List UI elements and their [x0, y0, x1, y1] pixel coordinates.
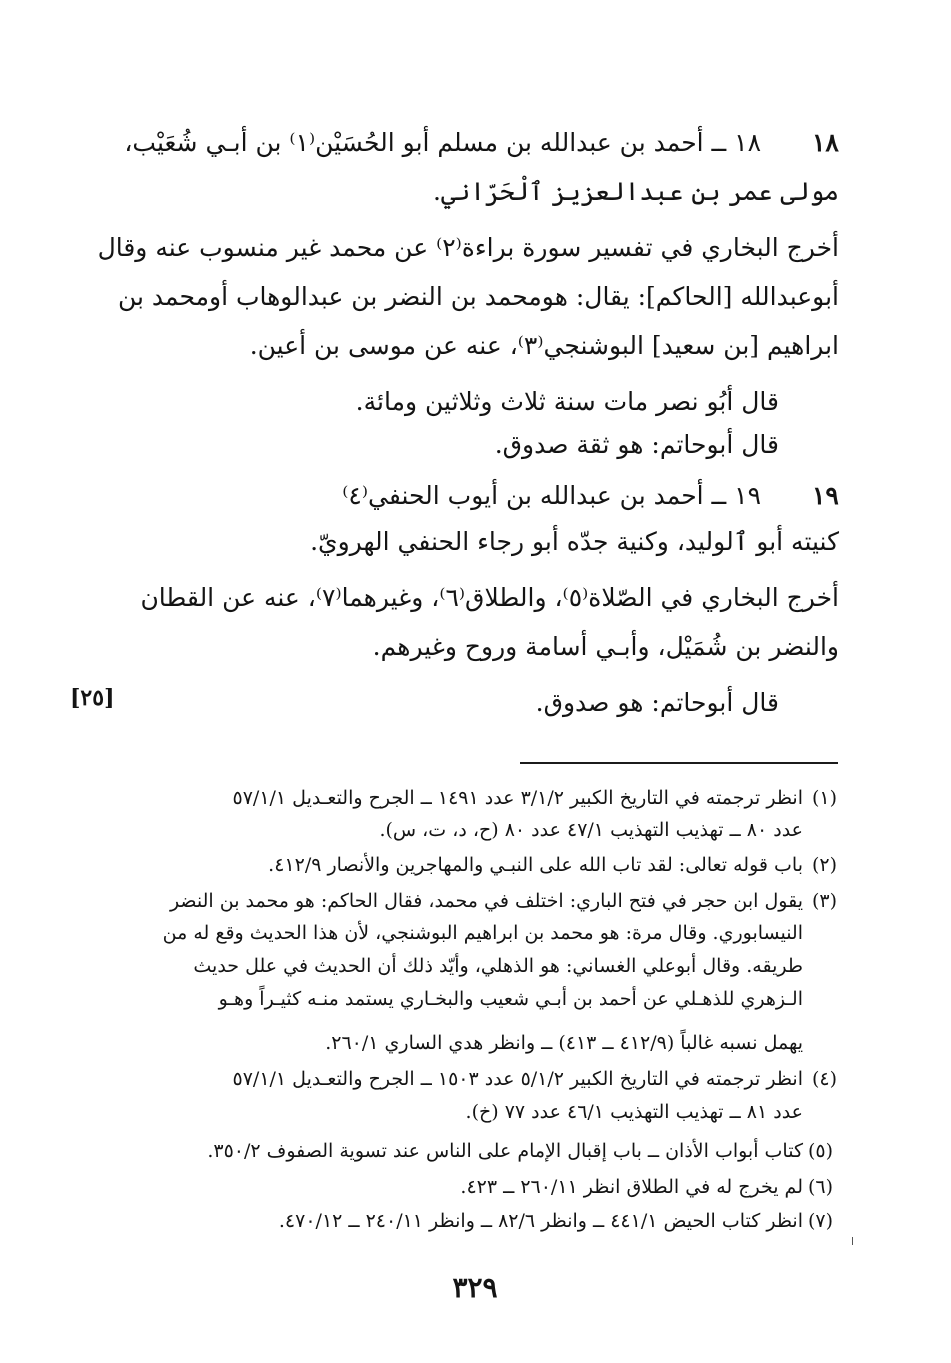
- footnote-3-line-2: النيسابوري. وقال مرة: هو محمد بن ابراهيم البوشنجي، لأن هذا الحديث وقع له من: [162, 922, 803, 944]
- footnote-3-line-3: طريقه. وقال أبوعلي الغساني: هو الذهلي، وأيّد ذلك أن الحديث في علل حديث: [193, 955, 803, 977]
- footnote-1-line-2: عدد ٨٠ ــ تهذيب التهذيب ٤٧/١ عدد ٨٠ (ح، د، ت، س).: [379, 819, 803, 841]
- entry-18-margin-number: ١٨: [812, 128, 839, 157]
- entry-19-body-line-1: أخرج البخاري في الصّلاة⁽٥⁾، والطلاق⁽٦⁾، وغيرهما⁽٧⁾، عنه عن القطان: [140, 583, 839, 612]
- footnote-5-line-1: كتاب أبواب الأذان ــ باب إقبال الإمام على الناس عند تسوية الصفوف ٣٥٠/٢.: [207, 1140, 803, 1162]
- entry-18-body-line-1: أخرج البخاري في تفسير سورة براءة⁽٢⁾ عن محمد غير منسوب عنه وقال: [97, 233, 839, 262]
- entry-19-margin-number: ١٩: [812, 481, 839, 510]
- footnote-6-label: (٦): [808, 1176, 834, 1198]
- entry-18-note-2: قال أبوحاتم: هو ثقة صدوق.: [494, 430, 779, 459]
- entry-19-note-1: قال أبوحاتم: هو صدوق.: [535, 688, 779, 717]
- footnote-7-label: (٧): [808, 1210, 834, 1232]
- footnote-3-line-5: يهمل نسبه غالباً (٤١٢/٩ ــ ٤١٣) ــ وانظر هدي الساري ٢٦٠/١.: [325, 1032, 803, 1054]
- footnote-4-label: (٤): [812, 1068, 838, 1090]
- entry-18-body-line-3: ابراهيم [بن سعيد] البوشنجي⁽٣⁾، عنه عن موسى بن أعين.: [249, 331, 839, 360]
- entry-18-heading-line-2: مولى عمر بن عبدالعزيز ٱلْحَرّاني.: [433, 177, 839, 206]
- footnote-3-line-1: يقول ابن حجر في فتح الباري: اختلف في محمد، فقال الحاكم: هو محمد بن النضر: [169, 890, 803, 912]
- entry-19-body-line-2: والنضر بن شُمَيْل، وأبـي أسامة وروح وغيرهم.: [372, 632, 839, 661]
- footnote-7-line-1: انظر كتاب الحيض ٤٤١/١ ــ وانظر ٨٢/٦ ــ وانظر ٢٤٠/١١ ــ ٤٧٠/١٢.: [278, 1210, 803, 1232]
- footnote-6-line-1: لم يخرج له في الطلاق انظر ٢٦٠/١١ ــ ٤٢٣.: [460, 1176, 803, 1198]
- entry-18-body-line-2: أبوعبدالله [الحاكم]: يقال: هومحمد بن النضر بن عبدالوهاب أومحمد بن: [117, 282, 839, 311]
- entry-19-heading-line-1: ١٩ ــ أحمد بن عبدالله بن أيوب الحنفي⁽٤⁾: [342, 481, 761, 510]
- footnote-1-label: (١): [812, 787, 838, 809]
- page-number: ٣٢٩: [452, 1271, 498, 1304]
- footnote-1-line-1: انظر ترجمته في التاريخ الكبير ٣/١/٢ عدد ١٤٩١ ــ الجرح والتعـديل ٥٧/١/١: [232, 787, 803, 809]
- footnote-5-label: (٥): [808, 1140, 834, 1162]
- entry-18-note-1: قال أبُو نصر مات سنة ثلاث وثلاثين ومائة.: [355, 387, 779, 416]
- footnote-3-line-4: الـزهري للذهـلي عن أحمد بن أبـي شعيب والبخـاري يستمد منـه كثيـراً وهـو: [218, 988, 803, 1010]
- footnote-4-line-2: عدد ٨١ ــ تهذيب التهذيب ٤٦/١ عدد ٧٧ (خ).: [465, 1101, 803, 1123]
- original-page-marker: [٢٥]: [70, 685, 115, 711]
- entry-19-heading-line-2: كنيته أبو ٱلوليد، وكنية جدّه أبو رجاء الحنفي الهرويّ.: [310, 527, 839, 556]
- footnote-4-line-1: انظر ترجمته في التاريخ الكبير ٥/١/٢ عدد ١٥٠٣ ــ الجرح والتعـديل ٥٧/١/١: [232, 1068, 803, 1090]
- footnote-3-label: (٣): [812, 890, 838, 912]
- entry-18-heading-line-1: ١٨ ــ أحمد بن عبدالله بن مسلم أبو الحُسَيْن⁽١⁾ بن أبـي شُعَيْب،: [124, 128, 761, 157]
- footnote-separator: [520, 762, 838, 764]
- margin-mark: [852, 1237, 853, 1245]
- footnote-2-line-1: باب قوله تعالى: لقد تاب الله على النبـي والمهاجرين والأنصار ٤١٢/٩.: [268, 854, 803, 876]
- footnote-2-label: (٢): [812, 854, 838, 876]
